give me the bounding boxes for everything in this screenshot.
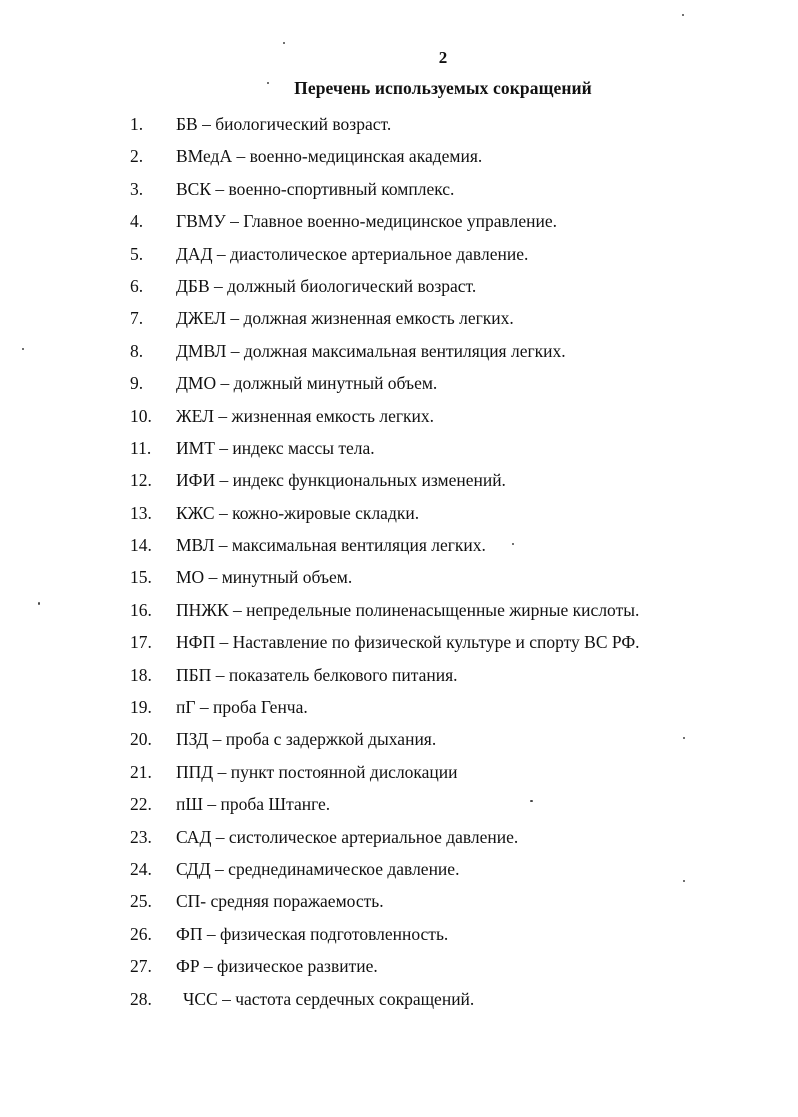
item-text: ППД – пункт постоянной дислокации xyxy=(176,761,458,782)
item-number: 6. xyxy=(130,275,144,296)
scan-speck xyxy=(683,737,685,739)
list-item xyxy=(0,626,798,658)
item-number: 24. xyxy=(130,858,152,879)
item-number: 19. xyxy=(130,697,152,718)
list-item xyxy=(0,108,798,140)
item-number: 23. xyxy=(130,826,152,847)
item-number: 21. xyxy=(130,761,152,782)
item-text: ДЖЕЛ – должная жизненная емкость легких. xyxy=(176,308,514,329)
list-item xyxy=(0,497,798,529)
item-text: САД – систолическое артериальное давление. xyxy=(176,826,519,847)
item-text: ИМТ – индекс массы тела. xyxy=(176,437,375,458)
item-text: пГ – проба Генча. xyxy=(176,697,308,718)
page-title: Перечень используемых сокращений xyxy=(294,78,592,98)
list-item xyxy=(0,918,798,950)
item-number: 17. xyxy=(130,632,152,653)
scan-speck xyxy=(512,543,514,545)
item-number: 16. xyxy=(130,599,152,620)
list-item xyxy=(0,788,798,820)
item-number: 3. xyxy=(130,178,144,199)
list-item xyxy=(0,270,798,302)
list-item xyxy=(0,983,798,1015)
item-number: 1. xyxy=(130,114,144,134)
list-item xyxy=(0,529,798,561)
item-number: 11. xyxy=(130,437,152,458)
item-text: ПБП – показатель белкового питания. xyxy=(176,664,458,685)
item-number: 26. xyxy=(130,923,152,944)
list-item xyxy=(0,594,798,626)
list-item xyxy=(0,659,798,691)
item-text: МВЛ – максимальная вентиляция легких. xyxy=(176,535,486,556)
list-item xyxy=(0,691,798,723)
item-text: НФП – Наставление по физической культуре и спорту ВС РФ. xyxy=(176,632,640,653)
item-number: 25. xyxy=(130,891,152,912)
item-number: 13. xyxy=(130,502,152,523)
item-number: 5. xyxy=(130,243,144,264)
scan-speck xyxy=(267,82,269,84)
list-item xyxy=(0,853,798,885)
item-number: 27. xyxy=(130,956,152,977)
list-item xyxy=(0,205,798,237)
list-item xyxy=(0,821,798,853)
item-text: ДМВЛ – должная максимальная вентиляция легких. xyxy=(176,340,566,361)
list-item xyxy=(0,723,798,755)
item-number: 7. xyxy=(130,308,144,329)
scan-speck xyxy=(22,348,24,350)
item-number: 15. xyxy=(130,567,152,588)
item-text: КЖС – кожно-жировые складки. xyxy=(176,502,420,523)
list-item xyxy=(0,950,798,982)
item-number: 18. xyxy=(130,664,152,685)
list-item xyxy=(0,140,798,172)
item-number: 22. xyxy=(130,794,152,815)
item-number: 9. xyxy=(130,373,144,394)
list-item xyxy=(0,400,798,432)
scan-speck xyxy=(682,14,684,16)
item-text: МО – минутный объем. xyxy=(176,567,353,588)
item-text: ПНЖК – непредельные полиненасыщенные жирные кислоты. xyxy=(176,599,640,620)
item-text: СП- средняя поражаемость. xyxy=(176,891,384,912)
item-number: 12. xyxy=(130,470,152,491)
list-item xyxy=(0,173,798,205)
item-number: 8. xyxy=(130,340,144,361)
item-number: 14. xyxy=(130,535,152,556)
scan-speck xyxy=(38,602,40,605)
item-text: пШ – проба Штанге. xyxy=(176,794,331,815)
item-text: ДМО – должный минутный объем. xyxy=(176,373,438,394)
item-text: ВМедА – военно-медицинская академия. xyxy=(176,146,483,167)
list-item xyxy=(0,335,798,367)
item-text: ЖЕЛ – жизненная емкость легких. xyxy=(176,405,435,426)
scan-speck xyxy=(683,880,685,882)
page-number: 2 xyxy=(438,48,448,67)
list-item xyxy=(0,238,798,270)
item-text: ПЗД – проба с задержкой дыхания. xyxy=(176,729,437,750)
item-text: ФР – физическое развитие. xyxy=(176,956,378,977)
item-number: 28. xyxy=(130,988,152,1009)
list-item xyxy=(0,302,798,334)
item-text: СДД – среднединамическое давление. xyxy=(176,858,460,879)
list-item xyxy=(0,464,798,496)
abbreviation-list xyxy=(0,108,798,1015)
list-item xyxy=(0,367,798,399)
list-item xyxy=(0,885,798,917)
item-text: ГВМУ – Главное военно-медицинское управление. xyxy=(176,211,557,232)
scan-speck xyxy=(530,800,533,802)
item-text: ДАД – диастолическое артериальное давление. xyxy=(176,243,529,264)
item-text: ДБВ – должный биологический возраст. xyxy=(176,275,477,296)
scan-speck xyxy=(283,42,285,44)
item-number: 4. xyxy=(130,211,144,232)
list-item xyxy=(0,432,798,464)
item-text: ЧСС – частота сердечных сокращений. xyxy=(183,988,475,1009)
item-number: 2. xyxy=(130,146,144,167)
item-number: 10. xyxy=(130,405,152,426)
item-number: 20. xyxy=(130,729,152,750)
item-text: ФП – физическая подготовленность. xyxy=(176,923,449,944)
list-item xyxy=(0,756,798,788)
item-text: ВСК – военно-спортивный комплекс. xyxy=(176,178,455,199)
list-item xyxy=(0,561,798,593)
item-text: БВ – биологический возраст. xyxy=(176,114,392,134)
item-text: ИФИ – индекс функциональных изменений. xyxy=(176,470,506,491)
